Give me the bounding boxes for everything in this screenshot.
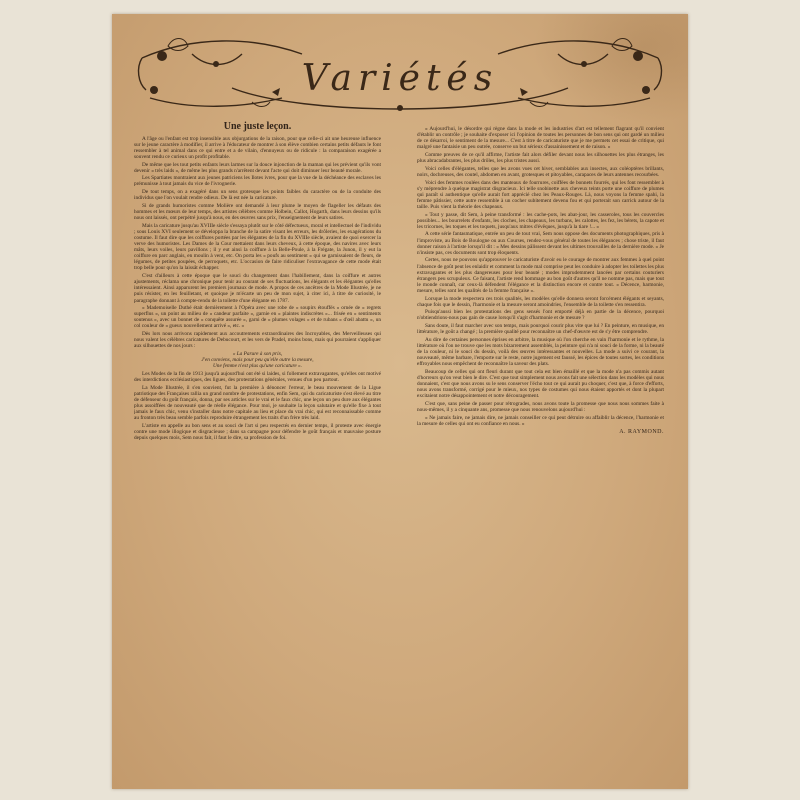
paragraph: « Aujourd'hui, le désordre qui règne dans la mode et les industries d'art est tellement flagrant qu'il convient d'établir un contrôle ; je souhaite d'exposer ici l'opinion de toutes les personnes de bon sens qui ont gardé un milieu de ce désarroi, le sentiment de la mesure... C'est à titre de caricaturiste que je me permets cet essai de critique, qui malgré une fantaisie un peu outrée, conserve un but sérieux d'assainissement et de raison. » <box>417 126 664 151</box>
paragraph: Si de grands humoristes comme Molière ont demandé à leur plume le moyen de flageller les défauts des hommes et les mœurs de leur temps, des artistes célèbres comme Holbein, Callot, Hogarth, dans leurs dessins qu'ils nous ont laissés, ont perpétré jusqu'à nous, en des œuvres sans prix, l'enseignement de leurs satires. <box>134 202 381 222</box>
paragraph: Mais la caricature jusqu'au XVIIIe siècle s'essaya plutôt sur le côté défectueux, moral et intellectuel de l'individu ; sous Louis XVI seulement se développa la branche de la satire visant les erreurs, les drôleries, les exagérations du costume. Il faut dire que les coiffures portées par les élégantes de la fin du XVIIIe siècle, avaient de quoi exercer la verve des humoristes. Les Dames de la Cour mettaient dans leurs cheveux, à cette époque, des navires avec leurs mâts, leurs voiles, leurs pavillons ; il y eut ainsi la coiffure à la Belle-Poule, à la Frégate, la Junon, il y eut la coiffure en parc anglais, en moulin à vent, etc. On porta les « poufs au sentiment » qui se garnissaient de fleurs, de légumes, de petites poupées, de perroquets, etc. L'occasion de faire ridiculiser l'extravagance de cette mode était trop belle pour qu'on la laissât échapper. <box>134 222 381 272</box>
paragraph: Au dire de certaines personnes éprises en arbitre, la musique où l'on cherche en vain l'harmonie et le rythme, la littérature où l'on ne trouve que les mots bizarrement assemblés, la peinture qui n'a ni souci de la forme, ni la beauté de la couleur, ni le souci du dessin, voilà des œuvres intéressantes et nouvelles. La mode a suivi ce courant, la nouveauté, même barbare, l'emporte sur le reste, notre jugement est faussé, les épices de toutes sortes, les conditions effroyables nous empêchent de reconnaître la saveur des plats. <box>417 336 664 368</box>
verse-quote <box>134 351 381 369</box>
paragraph: Voici celles d'élégantes, telles que les avons vues cet hiver, semblables aux insectes, aux coléoptères brillants, noirs, dochreuses, des coutel, abdomen en avant, grotesques et pitoyables, carapaces de leurs antennes recourbées. <box>417 165 664 178</box>
paragraph: De tout temps, on a exagéré dans un sens grotesque les points faibles du caractère ou de la conduite des individus que l'on voulait rendre odieux. De là est née la caricature. <box>134 189 381 202</box>
paragraph: « Tout y passe, dit Sem, à peine transformé : les cache-pots, les abat-jour, les casseroles, tous les couvercles possibles... les bourrelets d'enfants, les cloches, les chapeaux, les turbans, les calottes, les fez, les bérets, la capote et les tricornes, les toques et les toquets, jusqu'aux mitres d'évêques, jusqu'à la tiare !... » <box>417 211 664 230</box>
paragraph: Certes, nous ne pouvons qu'approuver le caricaturiste d'avoir eu le courage de montrer aux femmes à quel point l'absence de goût peut les enlaidir et comment la mode mal comprise peut les conduire à adopter les toilettes les plus extravagantes et les plus dangereuses pour leur beauté ; modes imprudemment lancées par certains couturiers étrangers peu scrupuleux. Ce faisant, l'artiste rend hommage au bon goût d'autres qu'il ne nomme pas, mais que tout le monde connaît, car ceux-là défendent l'élégance et la distinction encore et contre tout. « Décence, harmonie, mesure, telles sont les qualités de la femme française ». <box>417 257 664 294</box>
newspaper-page <box>112 14 688 789</box>
verse-line: « La Parure à son prix, <box>232 351 283 358</box>
verse-line: Une femme n'est plus qu'une caricature ». <box>212 363 302 370</box>
paragraph: C'est d'ailleurs à cette époque que le souci du changement dans l'habillement, dans la coiffure et autres ajustements, réclama une chronique pour tenir au courant de ses fluctuations, les élégants et les élégantes qu'elles intéressaient. Ainsi apparurent les premiers journaux de mode. A propos de ces ancêtres de la Mode Illustrée, je ne puis résister, en les feuilletant, et quoique je m'écarte un peu de mon sujet, à citer ici, à titre de curiosité, le paragraphe donnant à compte-rendu de la toilette d'une élégante en 1787. <box>134 273 381 304</box>
page-title: Variétés <box>301 58 499 99</box>
paragraph: L'artiste en appelle au bon sens et au souci de l'art si peu respectés en dernier temps, il proteste avec énergie contre une mode illogique et disgracieuse ; dans sa campagne pour défendre le goût français et mauvaise posture depuis quelques mois, Sem nous fait, il faut le dire, sa profession de foi. <box>134 422 381 442</box>
paragraph: Sans doute, il faut marcher avec son temps, mais pourquoi courir plus vite que lui ? En peinture, en musique, en littérature, le goût a changé ; la première qualité pour reconnaître un chef-d'œuvre est de s'y être comprendre. <box>417 323 664 336</box>
paragraph: A cette série fantasmatique, entrée un peu de tout vrai, Sem nous oppose des documents photographiques, pris à l'improviste, au Bois de Boulogne ou aux Courses, rendez-vous général de toutes les élégances ; chose triste, il faut donner raison à l'artiste lorsqu'il dit : « Mes dessins pâlissent devant les ultimes trouvailles de la dernière mode. » Je n'insiste pas, ces documents sont trop éloquents. <box>417 231 664 256</box>
paragraph: A l'âge ou l'enfant est trop insensible aux objurgations de la raison, pour que celle-ci ait une heureuse influence sur le jeune caractère à modifier, il arrive à l'éducateur de montrer à son élève combien certains petits défauts le font ressembler à tel animal dans ce qui entre et a de vilain, d'ennuyeux ou de ridicule : la comparaison exagérée a souvent rendu ce curieux un profit profitable. <box>134 135 381 160</box>
paragraph: Beaucoup de celles qui ont fleuri durant que tout cela est bien émaillé et que la mode n'a pas commis autant d'horreurs qu'on veut bien le dire. C'est que tout simplement nous avons fait une sélection dans les modèles qui nous donnaient, c'est que nous avons su le sens conserver l'écho tout ce qui aurait pu choquer, c'est que, à force d'efforts, nous avons transformé, corrigé pour le mieux, nos types de costumes qui nous étaient apportés et dont la plupart excitaient notre désappointement et notre découragement. <box>417 369 664 400</box>
author-signature: A. RAYMOND. <box>619 428 664 435</box>
paragraph: De même que les tout petits enfants leurs larmes sur la douce injonction de la maman qui les prévient qu'ils vont devenir « très laids », de même les plus grands n'arrêtent devant l'acte qui doit diminuer leur beauté morale. <box>134 161 381 174</box>
paragraph: Comme preuves de ce qu'il affirme, l'artiste fait alors défiler devant nous les silhouettes les plus étranges, les plus abracadabrantes, les plus drôles, les plus tristes aussi. <box>417 151 664 165</box>
paragraph: Les Modes de la fin de 1913 jusqu'à aujourd'hui ont été si laides, si follement extravagantes, qu'elles ont motivé des interdictions ecclésiastiques, des ligues, des protestations générales, venues d'un peu partout. <box>134 370 381 383</box>
paragraph: Lorsque la mode respectera ces trois qualités, les modèles qu'elle donnera seront forcément élégants et seyants, chaque fois que le dessin, l'harmonie et la mesure seront amoindries, l'ensemble de la toilette s'en ressentira. <box>417 295 664 308</box>
paragraph: « Mademoiselle Duthé était dernièrement à l'Opéra avec une robe de « soupirs étouffés » ornée de « regrets superflus », un point au milieu de « candeur parfaite », garnie en « plaintes indiscrètes »... frisée en « sentiments soutenus », avec un bonnet de « conquête assurée », garni de « plumes volages » et de rubans « d'œil abattu », un col couleur de « gueux nouvellement arrivé », etc. » <box>134 305 381 330</box>
left-column <box>134 120 381 770</box>
paragraph: Les Spartiates montraient aux jeunes patriciens les Ilotes ivres, pour que la vue de la déchéance des esclaves les prémunisse à tout jamais du vice de l'ivrognerie. <box>134 175 381 188</box>
paragraph: Voici des femmes roulées dans des manteaux de fourrures, coiffées de bonnets fourrés, qui les font ressembler à s'y méprendre à quelque magistrat disgracieux. Ici telle snobinette aux cheveux teints porte une coiffure de plumes qui paraît si authentique qu'elle aurait fort apprécié chez les Peaux-Rouges. Là, nous voyons la femme spahi, la femme pâtissier, cette autre ressemble à un cocher subitement devenu fou et qui porterait son carrick autour de la taille. Puis vient la théorie des chapeaux. <box>417 179 664 210</box>
paragraph: C'est que, sans peine de passer pour rétrogrades, nous avons toute la promesse que nous nous sommes faite à nous-mêmes, il y a cinquante ans, promesse que nous renouvelons aujourd'hui : <box>417 401 664 414</box>
verse-line: J'en conviens, mais pour peu qu'elle outre la mesure, <box>201 357 314 364</box>
article-heading: Une juste leçon. <box>223 121 292 132</box>
paragraph: Dès lors nous arrivons rapidement aux accoutrements extraordinaires des Incroyables, des Merveilleuses qui nous valent les célèbres caricatures de Debucourt, et les vers de Pradel, moins bons, mais qui pourraient s'appliquer aux silhouettes de nos jours : <box>134 331 381 350</box>
paragraph: Puisqu'aussi bien les protestations des gens sensés l'ont emporté déjà en partie de la décence, pourquoi n'obtiendrions-nous pas gain de cause lorsqu'il s'agit d'harmonie et de mesure ? <box>417 309 664 322</box>
right-column <box>417 126 664 776</box>
header-ornament <box>132 28 668 118</box>
paragraph: La Mode Illustrée, il s'en souvient, fut la première à dénoncer l'erreur, le beau mouvement de la Ligue patriotique des Françaises rallia un grand nombre de protestations, enfin Sem, qui du caricaturiste s'est élevé au titre de défenseur du goût français, donna, par ses articles sur le vrai et le faux chic, une leçon un peu dure aux élégantes plus assoiffées de nouveauté que de réelle élégance. Pour moi, je souhaite la leçon salutaire et qu'elle fixe à tout jamais le faux chic, venu s'installer dans notre capitale au lieu et place du vrai chic, qui est reconnaissable comme au fronton très beau semble parfois reproduire étrangement les traits d'un frère très laid. <box>134 384 381 422</box>
paragraph: « Ne jamais faire, ne jamais dire, ne jamais conseiller ce qui peut détruire ou affaiblir la décence, l'harmonie et la mesure de celles qui ont eu confiance en nous. » <box>417 414 664 427</box>
